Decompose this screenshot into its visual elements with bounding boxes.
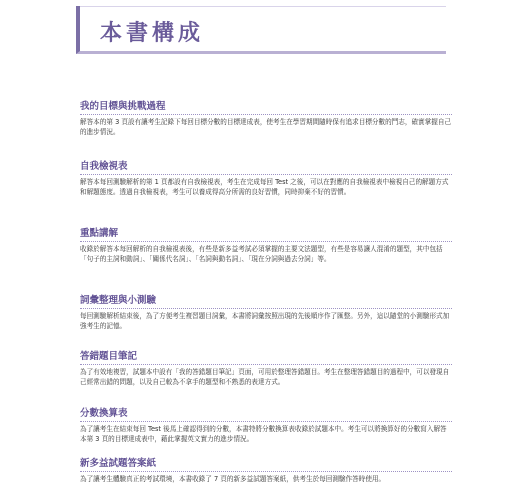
title-box xyxy=(76,6,446,54)
section-heading: 重點講解 xyxy=(80,228,452,242)
section-score-conversion xyxy=(80,408,452,444)
section-body: 為了讓考生體驗真正的考試環境，本書收錄了 7 頁的新多益試題答案紙，供考生於每回測驗作答時使用。 xyxy=(80,475,386,483)
section-body: 解答本的第 3 頁設有讓考生記錄下每回目標分數的目標達成表，使考生在學習期間隨時保有追求目標分數的鬥志，確實掌握自己的進步情況。 xyxy=(80,118,452,136)
section-self-check xyxy=(80,161,452,197)
section-answer-sheet xyxy=(80,458,452,484)
section-heading: 新多益試題答案紙 xyxy=(80,458,452,472)
section-body: 為了讓考生在結束每回 Test 後馬上確認得到的分數，本書特將分數換算表收錄於試題本中。考生可以將換算好的分數寫入解答本第 3 頁的目標達成表中，藉此掌握英文實力的進步情況。 xyxy=(80,425,447,443)
title-top-rule xyxy=(80,6,446,7)
section-body: 收錄於解答本每回解析的自我檢視表後，有些是新多益考試必須掌握的主要文法題型，有些是容易讓人混淆的題型，其中包括「句子的主詞和動詞」、「關係代名詞」、「名詞與動名詞」、「現在分詞與過去分詞」等。 xyxy=(80,245,443,263)
section-goal-progress xyxy=(80,101,452,137)
page-title: 本書構成 xyxy=(100,20,205,46)
section-body: 每回測驗解析結束後，為了方便考生複習題目詞彙，本書將詞彙按照出現的先後順序作了匯整。另外，這以隨堂的小測驗形式加強考生的記憶。 xyxy=(80,312,450,330)
section-vocabulary-quiz xyxy=(80,295,452,331)
section-heading: 詞彙整理與小測驗 xyxy=(80,295,452,309)
section-body: 解答本每回測驗解析的第 1 頁都設有自我檢視表，考生在完成每回 Test 之後，可以在對應的自我檢視表中檢視自己的解題方式和解題態度。透過自我檢視表，考生可以養成得高分所需的良好習慣，同時抑棄不好的習慣。 xyxy=(80,178,449,196)
section-body: 為了有效地複習，試題本中設有「我的答錯題目筆記」頁面，可用於整理答錯題目。考生在整理答錯題目的過程中，可以發現自己經常出錯的問題，以及自己較為不拿手的題型和不熟悉的表達方式。 xyxy=(80,368,450,386)
section-heading: 我的目標與挑戰過程 xyxy=(80,101,452,115)
section-heading: 分數換算表 xyxy=(80,408,452,422)
section-key-points xyxy=(80,228,452,264)
section-wrong-answer-notes xyxy=(80,351,452,387)
section-heading: 自我檢視表 xyxy=(80,161,452,175)
section-heading: 答錯題目筆記 xyxy=(80,351,452,365)
